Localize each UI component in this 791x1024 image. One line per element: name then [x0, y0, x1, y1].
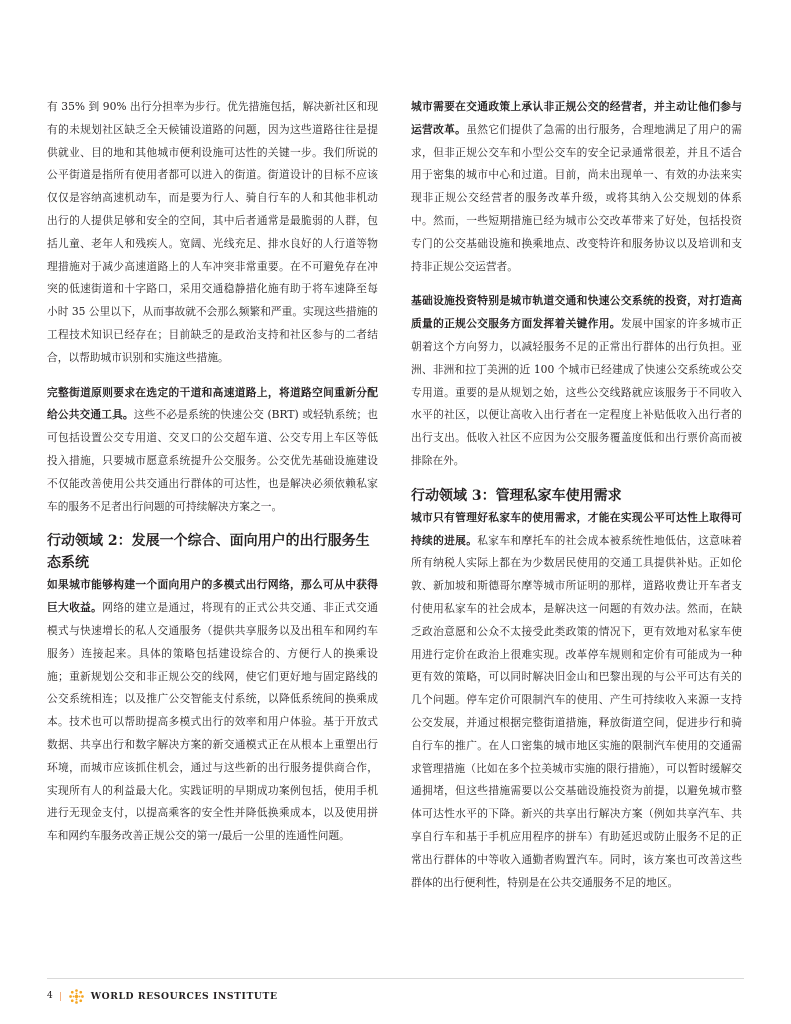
footer-separator	[60, 992, 61, 1001]
page-number: 4	[47, 991, 53, 1001]
paragraph-text: 虽然它们提供了急需的出行服务，合理地满足了用户的需求，但非正规公交车和小型公交车的安全记录通常很差，并且不适合用于密集的城市中心和过道。目前，尚未出现单一、有效的办法来实现非正规公交经营者的服务改革升级，或将其纳入公交规划的体系中。然而，一些短期措施已经为城市公交改革带来了好处，包括投资专门的公交基础设施和换乘地点、改变特许和服务协议以及培训和支持非正规公交运营者。	[411, 122, 742, 273]
body-paragraph: 有 35% 到 90% 出行分担率为步行。优先措施包括，解决新社区和现有的未规划社区缺乏全天候铺设道路的问题，因为这些道路往往是提供就业、目的地和其他城市便利设施可达性的关键一步。我们所说的公平街道是指所有使用者都可以进入的街道。街道设计的目标不应该仅仅是容纳高速机动车，而是要为行人、骑自行车的人和其他非机动出行的人提供足够和安全的空间，其中后者通常是最脆弱的人群，包括儿童、老年人和残疾人。宽阔、光线充足、排水良好的人行道等物理措施对于减少高速道路上的人车冲突非常重要。在不可避免存在冲突的低速街道和十字路口，采用交通稳静措化施有助于将车速降至每小时 35 公里以下，从而事故就不会那么频繁和严重。实现这些措施的工程技术知识已经存在；目前缺乏的是政治支持和社区参与的二者结合，以帮助城市识别和实施这些措施。	[47, 100, 378, 364]
body-paragraph	[47, 382, 378, 519]
paragraph-text: 这些不必是系统的快速公交 (BRT) 或轻轨系统；也可包括设置公交专用道、交叉口的公交超车道、公交专用上车区等低投入措施，只要城市愿意系统提升公交服务。公交优先基础设施建设不仅能改善使用公共交通出行群体的可达性，也是解决必须依赖私家车的服务不足者出行问题的可持续解决方案之一。	[47, 408, 378, 513]
paragraph-text: 网络的建立是通过，将现有的正式公共交通、非正式交通模式与快速增长的私人交通服务（提供共享服务以及出租车和网约车服务）连接起来。具体的策略包括建设综合的、方便行人的换乘设施；重新规划公交和非正规公交的线网，使它们更好地与固定路线的公交系统相连；以及推广公交智能支付系统，以降低系统间的换乘成本。技术也可以帮助提高多模式出行的效率和用户体验。基于开放式数据、共享出行和数字解决方案的新交通模式正在从根本上重塑出行环境，而城市应该抓住机会，通过与这些新的出行服务提供商合作，实现所有人的利益最大化。实践证明的早期成功案例包括，使用手机进行无现金支付，以提高乘客的安全性并降低换乘成本，以及使用拼车和网约车服务改善正规公交的第一/最后一公里的连通性问题。	[47, 601, 378, 843]
bold-lead: 基础设施投资特别是城市轨道交通和快速公交系统的投资，对打造高质量的正规公交服务方面发挥着关键作用。	[411, 294, 742, 331]
section-heading: 行动领域 3：管理私家车使用需求	[411, 487, 622, 504]
section-heading: 行动领域 2：发展一个综合、面向用户的出行服务生态系统	[47, 533, 370, 572]
footer	[47, 988, 278, 1004]
body-paragraph	[411, 290, 742, 472]
wri-logo-icon	[68, 988, 85, 1005]
paragraph-text: 私家车和摩托车的社会成本被系统性地低估，这意味着所有纳税人实际上都在为少数居民使用的交通工具提供补贴。正如伦敦、新加坡和斯德哥尔摩等城市所证明的那样，道路收费让开车者支付使用私家车的社会成本，是解决这一问题的有效办法。然而，在缺乏政治意愿和公众不太接受此类政策的情况下，更有效地对私家车使用进行定价在政治上很难实现。改革停车规则和定价有可能成为一种更有效的策略，可以同时解决旧金山和巴黎出现的与公平可达有关的几个问题。停车定价可限制汽车的使用、产生可持续收入来源一支持公交发展，并通过根据完整街道措施，释放街道空间，促进步行和骑自行车的推广。在人口密集的城市地区实施的限制汽车使用的交通需求管理措施（比如在多个拉美城市实施的限行措施），可以暂时缓解交通拥堵，但这些措施需要以公交基础设施投资为前提，以避免城市整体可达性水平的下降。新兴的共享出行解决方案（例如共享汽车、共享自行车和基于手机应用程序的拼车）有助延迟或防止服务不足的正常出行群体的中等收入通勤者购置汽车。同时，该方案也可改善这些群体的出行便利性，特别是在公共交通服务不足的地区。	[411, 533, 742, 889]
body-paragraph	[411, 96, 742, 278]
body-paragraph	[411, 507, 742, 895]
right-column	[411, 96, 742, 906]
footer-divider	[47, 978, 744, 979]
bold-lead: 如果城市能够构建一个面向用户的多模式出行网络，那么可从中获得巨大收益。	[47, 578, 378, 615]
organization-name: WORLD RESOURCES INSTITUTE	[90, 990, 278, 1002]
bold-lead: 完整街道原则要求在选定的干道和高速道路上，将道路空间重新分配给公共交通工具。	[47, 385, 378, 422]
bold-lead: 城市需要在交通政策上承认非正规公交的经营者，并主动让他们参与运营改革。	[411, 100, 742, 136]
paragraph-text: 发展中国家的许多城市正朝着这个方向努力，以减轻服务不足的正常出行群体的出行负担。亚洲、非洲和拉丁美洲的近 100 个城市已经建成了快速公交系统或公交专用道。重要的是从规划之始，这些公交线路就应该服务于不同收入水平的社区，以便让高收入出行者在一定程度上补贴低收入出行者的出行支出。低收入社区不应因为公交服务覆盖度低和出行票价高而被排除在外。	[411, 317, 742, 467]
left-column	[47, 96, 378, 860]
body-paragraph	[47, 574, 378, 848]
bold-lead: 城市只有管理好私家车的使用需求，才能在实现公平可达性上取得可持续的进展。	[411, 510, 742, 547]
